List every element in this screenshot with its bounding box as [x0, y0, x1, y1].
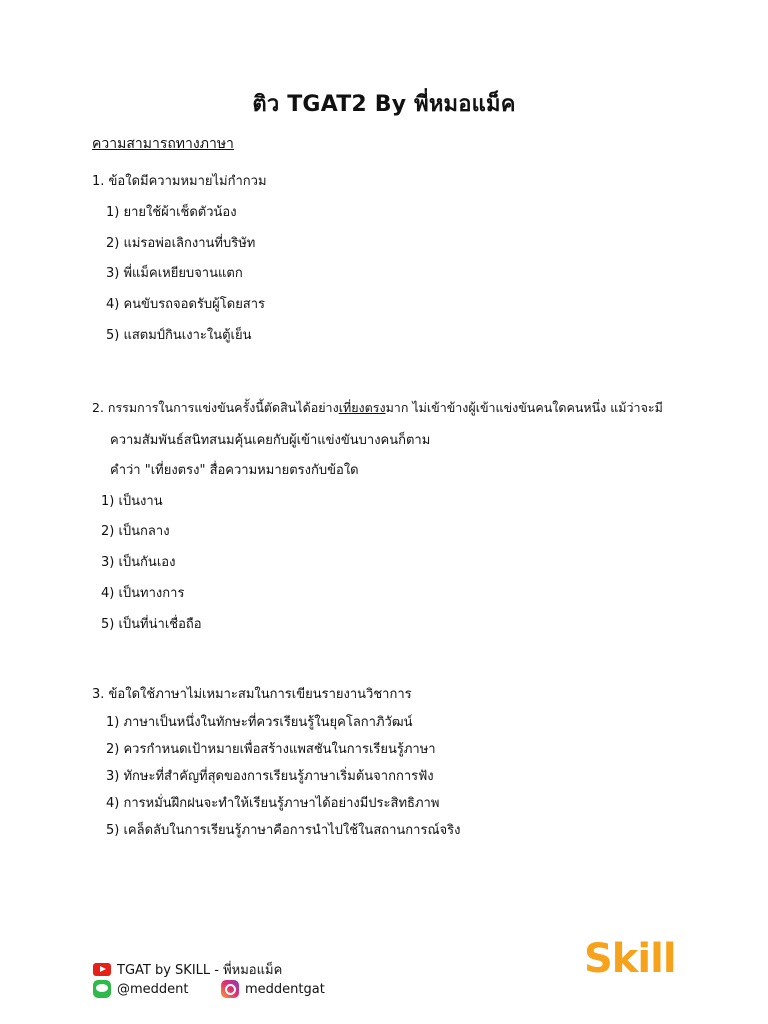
q2-text-underlined: เที่ยงตรง: [338, 400, 386, 415]
q1-choice-4: 4) คนขับรถจอดรับผู้โดยสาร: [106, 297, 266, 312]
q2-choice-2: 2) เป็นกลาง: [101, 524, 170, 539]
instagram-label: meddentgat: [245, 981, 325, 997]
q2-text-line2: ความสัมพันธ์สนิทสนมคุ้นเคยกับผู้เข้าแข่งขันบางคนก็ตาม: [110, 433, 431, 448]
q2-text-line3: คำว่า "เที่ยงตรง" สื่อความหมายตรงกับข้อใด: [110, 463, 359, 478]
q2-text-suffix: มาก ไม่เข้าข้างผู้เข้าแข่งขันคนใดคนหนึ่ง แม้ว่าจะมี: [385, 400, 663, 415]
question-3: 3. ข้อใดใช้ภาษาไม่เหมาะสมในการเขียนรายงานวิชาการ: [92, 687, 412, 702]
instagram-icon: [221, 980, 239, 998]
footer-instagram[interactable]: [221, 980, 325, 998]
q3-choice-3: 3) ทักษะที่สำคัญที่สุดของการเรียนรู้ภาษาเริ่มต้นจากการฟัง: [106, 769, 434, 784]
q3-choice-4: 4) การหมั่นฝึกฝนจะทำให้เรียนรู้ภาษาได้อย่างมีประสิทธิภาพ: [106, 796, 440, 811]
q1-choice-3: 3) พี่แม็คเหยียบจานแตก: [106, 266, 243, 281]
question-1: 1. ข้อใดมีความหมายไม่กำกวม: [92, 174, 267, 189]
youtube-label: TGAT by SKILL - พี่หมอแม็ค: [117, 963, 283, 978]
q1-choice-1: 1) ยายใช้ผ้าเช็ดตัวน้อง: [106, 205, 237, 220]
skill-logo: Skill: [584, 936, 676, 982]
page-title: ติว TGAT2 By พี่หมอแม็ค: [252, 92, 516, 117]
q3-choice-5: 5) เคล็ดลับในการเรียนรู้ภาษาคือการนำไปใช้ในสถานการณ์จริง: [106, 823, 461, 838]
youtube-icon: [93, 963, 111, 976]
footer-youtube[interactable]: [93, 959, 282, 980]
question-2: [92, 398, 663, 418]
q2-choice-1: 1) เป็นงาน: [101, 494, 163, 509]
line-app-icon: [93, 980, 111, 998]
section-title: ความสามารถทางภาษา: [92, 136, 234, 152]
q3-choice-1: 1) ภาษาเป็นหนึ่งในทักษะที่ควรเรียนรู้ในยุคโลกาภิวัฒน์: [106, 715, 413, 730]
q2-choice-3: 3) เป็นกันเอง: [101, 555, 176, 570]
q2-choice-5: 5) เป็นที่น่าเชื่อถือ: [101, 617, 202, 632]
q2-text-prefix: 2. กรรมการในการแข่งขันครั้งนี้ตัดสินได้อย่าง: [92, 400, 339, 415]
line-label: @meddent: [117, 981, 189, 997]
q1-choice-5: 5) แสตมป์กินเงาะในตู้เย็น: [106, 328, 252, 343]
footer-line[interactable]: [93, 980, 189, 998]
q1-choice-2: 2) แม่รอพ่อเลิกงานที่บริษัท: [106, 236, 256, 251]
q2-choice-4: 4) เป็นทางการ: [101, 586, 185, 601]
q3-choice-2: 2) ควรกำหนดเป้าหมายเพื่อสร้างแพสชันในการเรียนรู้ภาษา: [106, 742, 436, 757]
